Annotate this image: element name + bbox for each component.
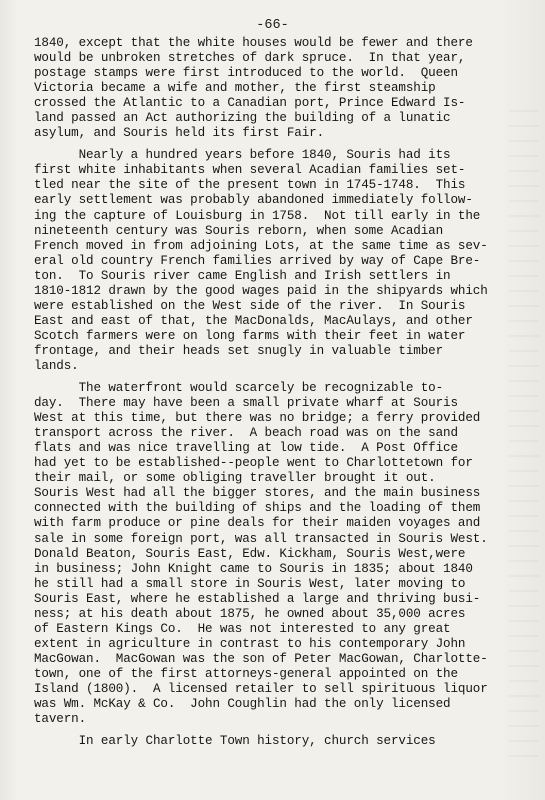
text-line: ness; at his death about 1875, he owned about 35,000 acres [34, 606, 466, 621]
text-line: Souris East, where he established a large and thriving busi- [34, 591, 481, 606]
text-line: in business; John Knight came to Souris in 1835; about 1840 [34, 561, 473, 576]
text-line: tled near the site of the present town in 1745-1748. This [34, 178, 466, 193]
text-line: asylum, and Souris held its first Fair. [34, 126, 325, 141]
text-line: had yet to be established--people went to Charlottetown for [34, 456, 473, 471]
text-line: Souris West had all the bigger stores, and the main business [34, 486, 481, 501]
text-line: 1840, except that the white houses would be fewer and there [34, 36, 473, 50]
paragraph [34, 148, 534, 374]
text-line: 1810-1812 drawn by the good wages paid in the shipyards which [34, 283, 488, 298]
text-line: ing the capture of Louisburg in 1758. Not till early in the [34, 208, 481, 223]
text-line: flats and was nice travelling at low tide. A Post Office [34, 441, 458, 456]
text-line: land passed an Act authorizing the building of a lunatic [34, 111, 451, 126]
text-line: MacGowan. MacGowan was the son of Peter MacGowan, Charlotte- [34, 651, 488, 666]
text-line: ton. To Souris river came English and Irish settlers in [34, 268, 451, 283]
paragraph-gap [34, 374, 534, 381]
page-number: -66- [256, 18, 289, 33]
text-line: town, one of the first attorneys-general appointed on the [34, 666, 458, 681]
text-line: connected with the building of ships and the loading of them [34, 501, 481, 516]
text-line: their mail, or some obliging traveller brought it out. [34, 471, 436, 486]
body-text [34, 36, 534, 749]
text-line: tavern. [34, 712, 87, 727]
paragraph-gap [34, 141, 534, 148]
text-line: The waterfront would scarcely be recognizable to- [34, 381, 444, 396]
text-line: Scotch farmers were on long farms with their feet in water [34, 328, 466, 343]
text-line: eral old country French families arrived by way of Cape Bre- [34, 253, 481, 268]
text-line: day. There may have been a small private wharf at Souris [34, 396, 458, 411]
text-line: Island (1800). A licensed retailer to sell spirituous liquor [34, 681, 488, 696]
text-line: sale in some foreign port, was all transacted in Souris West. [34, 531, 488, 546]
text-line: early settlement was probably abandoned immediately follow- [34, 193, 473, 208]
paragraph [34, 36, 534, 141]
text-line: frontage, and their heads set snugly in valuable timber [34, 343, 444, 358]
paragraph [34, 734, 534, 749]
text-line: with farm produce or pine deals for their maiden voyages and [34, 516, 481, 531]
text-line: East and east of that, the MacDonalds, MacAulays, and other [34, 313, 473, 328]
text-line: extent in agriculture in contrast to his contemporary John [34, 636, 466, 651]
text-line: In early Charlotte Town history, church services [34, 734, 436, 749]
text-line: transport across the river. A beach road was on the sand [34, 426, 458, 441]
text-line: would be unbroken stretches of dark spruce. In that year, [34, 51, 466, 66]
text-line: nineteenth century was Souris reborn, when some Acadian [34, 223, 444, 238]
text-line: postage stamps were first introduced to the world. Queen [34, 66, 458, 81]
paragraph-gap [34, 727, 534, 734]
text-line: Nearly a hundred years before 1840, Souris had its [34, 148, 451, 163]
text-line: were established on the West side of the river. In Souris [34, 298, 466, 313]
paragraph [34, 381, 534, 727]
text-line: first white inhabitants when several Acadian families set- [34, 163, 466, 178]
text-line: was Wm. McKay & Co. John Coughlin had the only licensed [34, 697, 451, 712]
text-line: West at this time, but there was no bridge; a ferry provided [34, 411, 481, 426]
text-line: Donald Beaton, Souris East, Edw. Kickham, Souris West,were [34, 546, 466, 561]
text-line: crossed the Atlantic to a Canadian port, Prince Edward Is- [34, 96, 466, 111]
text-line: French moved in from adjoining Lots, at the same time as sev- [34, 238, 488, 253]
text-line: he still had a small store in Souris West, later moving to [34, 576, 466, 591]
text-line: of Eastern Kings Co. He was not interested to any great [34, 621, 451, 636]
text-line: Victoria became a wife and mother, the first steamship [34, 81, 436, 96]
text-line: lands. [34, 358, 79, 373]
